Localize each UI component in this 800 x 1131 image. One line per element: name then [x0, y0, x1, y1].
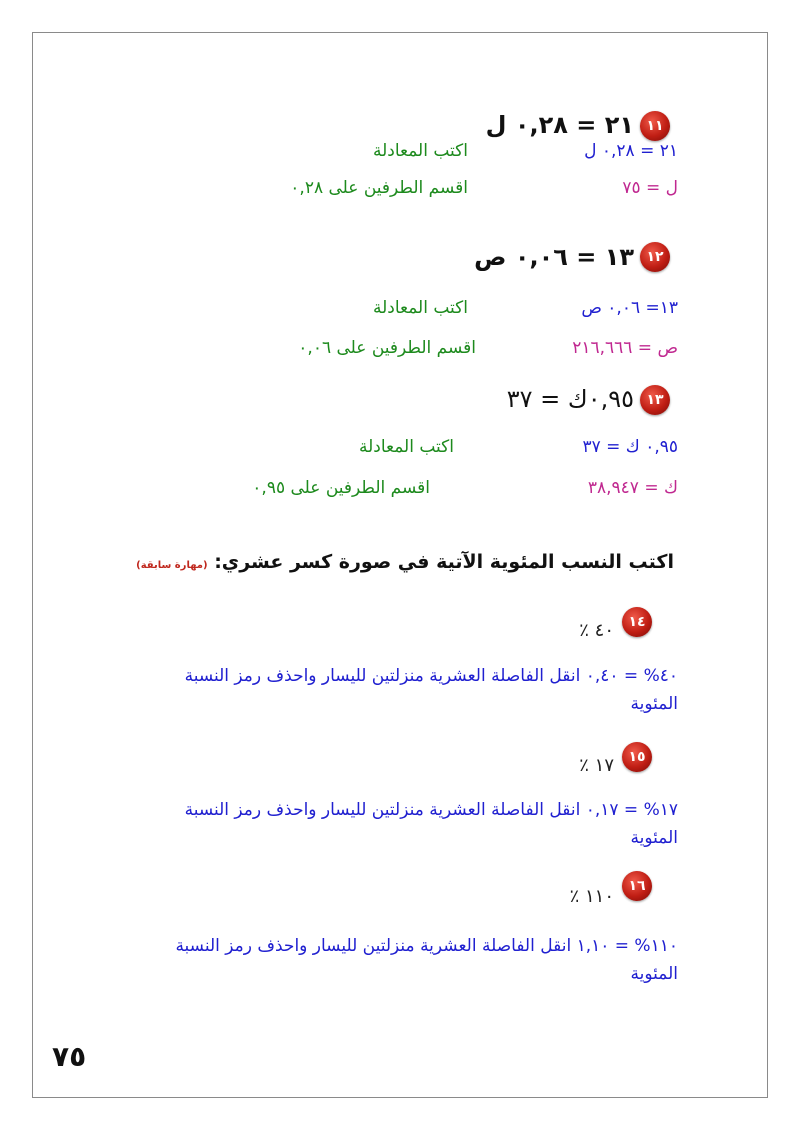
- problem-number-badge: [622, 742, 652, 772]
- step-equation: ٢١ = ٠,٢٨ ل: [584, 141, 678, 161]
- problem-number: ١١: [646, 118, 664, 134]
- problem-equation: ٠,٩٥ك = ٣٧: [506, 385, 634, 413]
- skill-tag: (مهارة سابقة): [136, 560, 208, 571]
- step-explanation: اكتب المعادلة: [358, 437, 454, 457]
- problem-number-badge: [640, 385, 670, 415]
- step-explanation: اكتب المعادلة: [372, 298, 468, 318]
- step-equation: ١٣= ٠,٠٦ ص: [581, 298, 678, 318]
- percent-solution: ١٧% = ٠,١٧ انقل الفاصلة العشرية منزلتين لليسار واحذف رمز النسبة المئوية: [184, 800, 678, 848]
- problem-number: ١٥: [628, 749, 646, 765]
- page-number: ٧٥: [52, 1040, 87, 1073]
- problem-number: ١٤: [628, 614, 646, 630]
- problem-number: ١٢: [646, 249, 664, 265]
- problem-number: ١٣: [646, 392, 664, 408]
- step-explanation: اقسم الطرفين على ٠,٠٦: [298, 338, 476, 358]
- percent-solution: ١١٠% = ١,١٠ انقل الفاصلة العشرية منزلتين لليسار واحذف رمز النسبة المئوية: [175, 936, 678, 984]
- problem-number-badge: [622, 871, 652, 901]
- percent-value: ١١٠ ٪: [569, 886, 614, 907]
- problem-equation: ٢١ = ٠,٢٨ ل: [485, 111, 634, 139]
- problem-number-badge: [622, 607, 652, 637]
- problem-equation: ١٣ = ٠,٠٦ ص: [474, 243, 634, 271]
- percent-solution: ٤٠% = ٠,٤٠ انقل الفاصلة العشرية منزلتين لليسار واحذف رمز النسبة المئوية: [184, 666, 678, 714]
- step-equation: ٠,٩٥ ك = ٣٧: [582, 437, 678, 457]
- step-result: ك = ٣٨,٩٤٧: [587, 478, 678, 498]
- step-result: ص = ٢١٦,٦٦٦: [572, 338, 678, 358]
- percent-value: ٤٠ ٪: [579, 620, 614, 641]
- problem-number-badge: [640, 242, 670, 272]
- problem-number: ١٦: [628, 878, 646, 894]
- section-heading: [136, 551, 674, 573]
- problem-number-badge: [640, 111, 670, 141]
- section-heading-text: اكتب النسب المئوية الآتية في صورة كسر عشري:: [214, 551, 674, 573]
- step-explanation: اكتب المعادلة: [372, 141, 468, 161]
- step-explanation: اقسم الطرفين على ٠,٢٨: [290, 178, 468, 198]
- percent-value: ١٧ ٪: [579, 755, 614, 776]
- step-explanation: اقسم الطرفين على ٠,٩٥: [252, 478, 430, 498]
- step-result: ل = ٧٥: [622, 178, 678, 198]
